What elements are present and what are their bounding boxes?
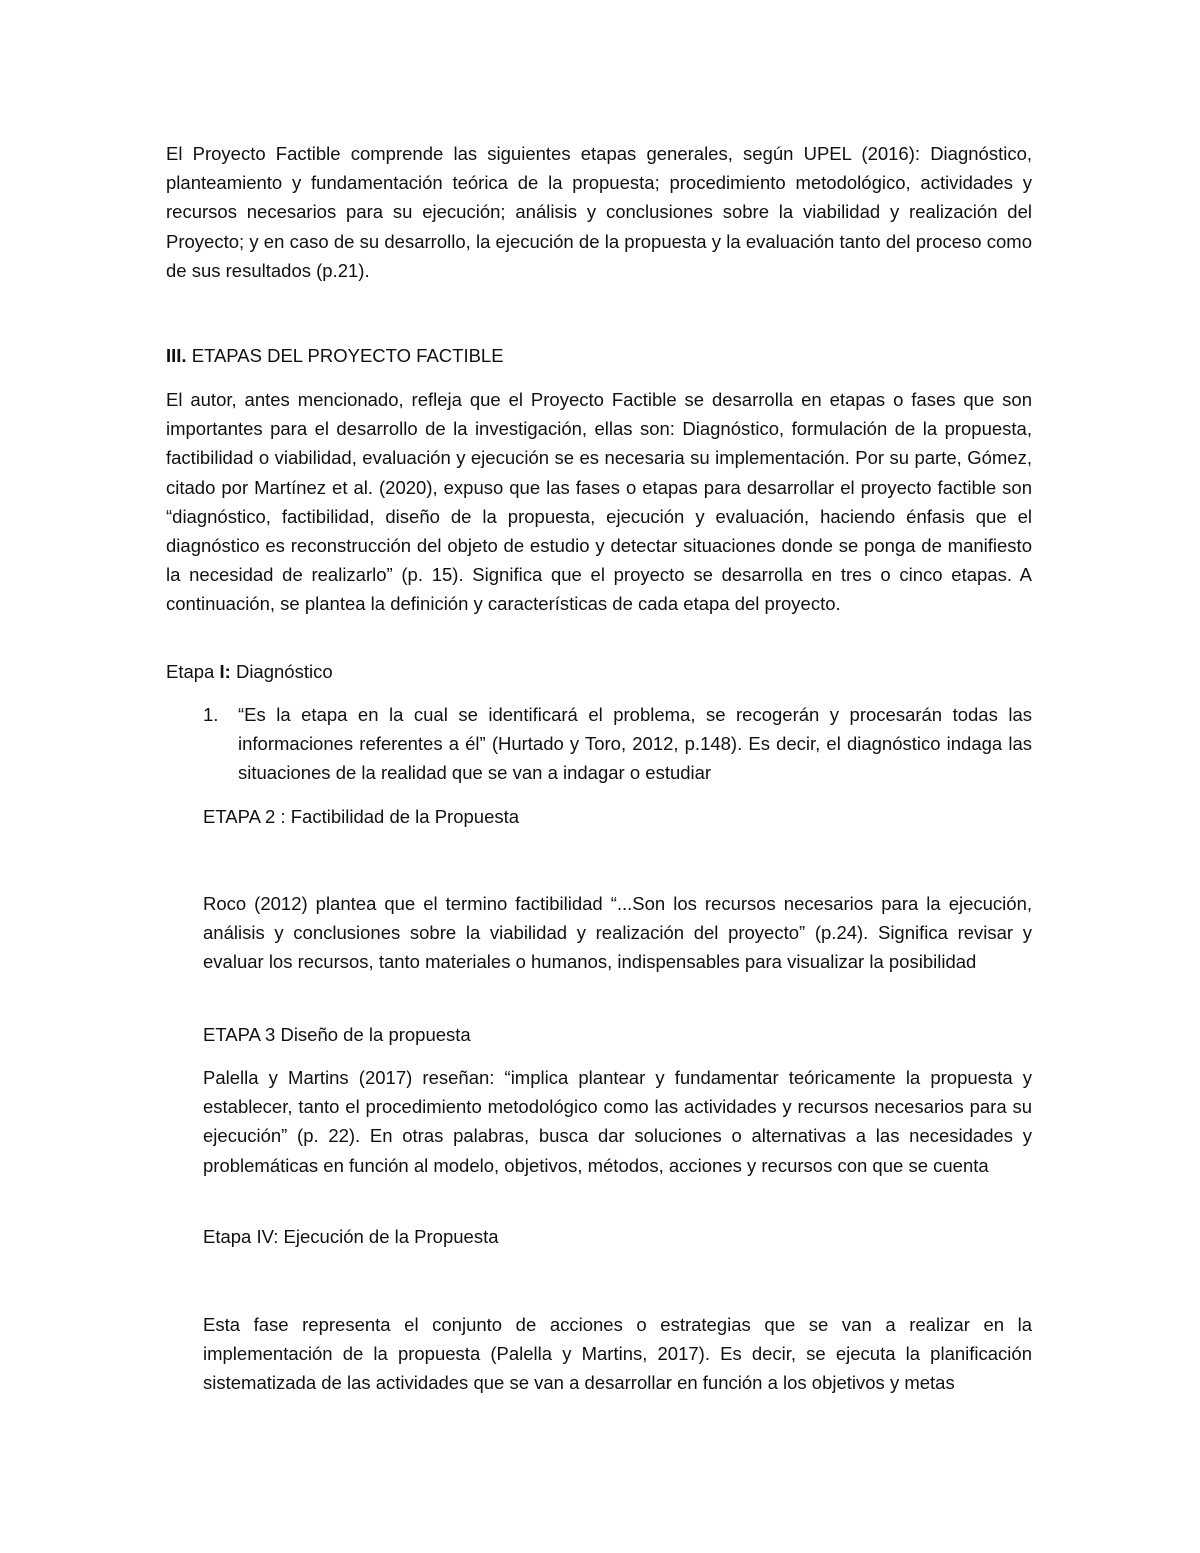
section-heading-number: III.	[166, 345, 187, 366]
section-heading-text: ETAPAS DEL PROYECTO FACTIBLE	[186, 345, 504, 366]
etapa2-heading: ETAPA 2 : Factibilidad de la Propuesta	[203, 806, 520, 827]
list-item-number: 1.	[203, 704, 219, 725]
list-item-text: “Es la etapa en la cual se identificará el problema, se recogerán y procesarán todas las informaciones referentes a él” (Hurtado y Toro, 2012, p.148). Es decir, el diagnóstico indaga las situaciones de la realidad que se van a indagar o estudiar	[238, 704, 1032, 784]
etapa2-paragraph: Roco (2012) plantea que el termino factibilidad “...Son los recursos necesarios para la ejecución, análisis y conclusiones sobre la viabilidad y realización del proyecto” (p.24). Significa revisar y evaluar los recursos, tanto materiales o humanos, indispensables para visualizar la posibilidad	[203, 893, 1032, 973]
etapa4-paragraph: Esta fase representa el conjunto de acciones o estrategias que se van a realizar en la implementación de la propuesta (Palella y Martins, 2017). Es decir, se ejecuta la planificación sistematizada de las actividades que se van a desarrollar en función a los objetivos y metas	[203, 1314, 1032, 1394]
section-heading	[166, 341, 504, 370]
section-paragraph: El autor, antes mencionado, refleja que el Proyecto Factible se desarrolla en etapas o fases que son importantes para el desarrollo de la investigación, ellas son: Diagnóstico, formulación de la propuesta, factibilidad o viabilidad, evaluación y ejecución se es necesaria su implementación. Por su parte, Gómez, citado por Martínez et al. (2020), expuso que las fases o etapas para desarrollar el proyecto factible son “diagnóstico, factibilidad, diseño de la propuesta, ejecución y evaluación, haciendo énfasis que el diagnóstico es reconstrucción del objeto de estudio y detectar situaciones donde se ponga de manifiesto la necesidad de realizarlo” (p. 15). Significa que el proyecto se desarrolla en tres o cinco etapas. A continuación, se plantea la definición y características de cada etapa del proyecto.	[166, 389, 1032, 615]
etapa1-heading	[166, 657, 333, 686]
etapa1-prefix: Etapa	[166, 661, 220, 682]
etapa1-title: Diagnóstico	[230, 661, 333, 682]
etapa1-roman: I:	[219, 661, 231, 682]
etapa3-paragraph: Palella y Martins (2017) reseñan: “implica plantear y fundamentar teóricamente la propuesta y establecer, tanto el procedimiento metodológico como las actividades y recursos necesarios para su ejecución” (p. 22). En otras palabras, busca dar soluciones o alternativas a las necesidades y problemáticas en función al modelo, objetivos, métodos, acciones y recursos con que se cuenta	[203, 1067, 1032, 1176]
intro-paragraph: El Proyecto Factible comprende las siguientes etapas generales, según UPEL (2016): Diagnóstico, planteamiento y fundamentación teórica de la propuesta; procedimiento metodológico, actividades y recursos necesarios para su ejecución; análisis y conclusiones sobre la viabilidad y realización del Proyecto; y en caso de su desarrollo, la ejecución de la propuesta y la evaluación tanto del proceso como de sus resultados (p.21).	[166, 143, 1032, 281]
etapa4-heading: Etapa IV: Ejecución de la Propuesta	[203, 1226, 499, 1247]
etapa3-heading: ETAPA 3 Diseño de la propuesta	[203, 1024, 471, 1045]
